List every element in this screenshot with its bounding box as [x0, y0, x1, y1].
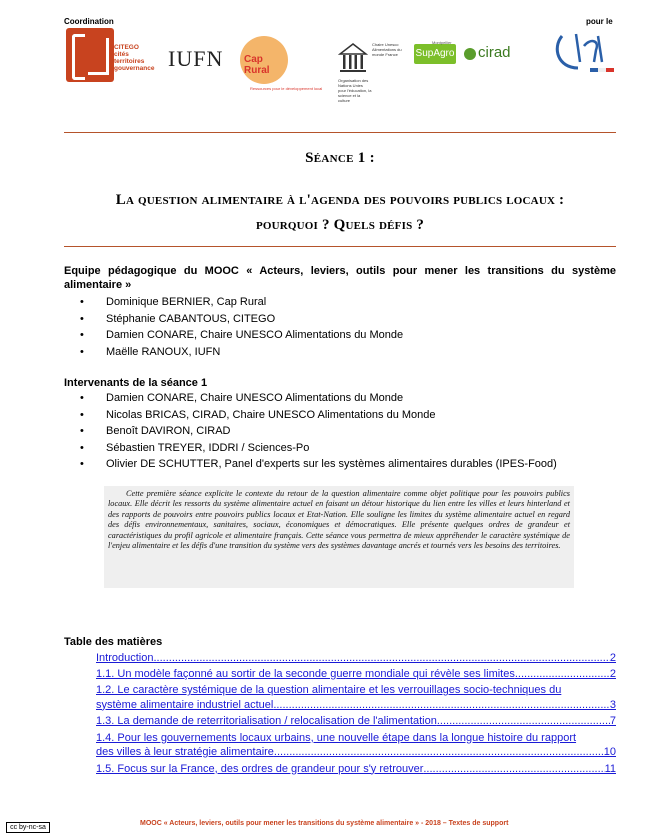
toc-entry-label-line1[interactable]: 1.4. Pour les gouvernements locaux urbains, une nouvelle étape dans la longue histoire du rapport [96, 731, 577, 744]
list-item: • Benoît DAVIRON, CIRAD [80, 423, 620, 440]
list-item: • Damien CONARE, Chaire UNESCO Alimentations du Monde [80, 327, 620, 344]
speakers-heading: Intervenants de la séance 1 [64, 377, 208, 389]
toc-entry-label[interactable]: 1.1. Un modèle façonné au sortir de la seconde guerre mondiale qui révèle ses limites [96, 667, 515, 680]
list-item: • Nicolas BRICAS, CIRAD, Chaire UNESCO Alimentations du Monde [80, 407, 620, 424]
session-subtitle [64, 188, 616, 238]
page-footer: MOOC « Acteurs, leviers, outils pour mener les transitions du système alimentaire » - 2018 – Textes de support [140, 820, 509, 827]
header-divider [64, 132, 616, 133]
toc-entry-label[interactable]: Introduction [96, 652, 154, 664]
toc-entry-label-line1[interactable]: 1.2. Le caractère systémique de la question alimentaire et les verrouillages socio-techniques du [96, 684, 562, 696]
toc-entry-label[interactable]: des villes à leur stratégie alimentaire [96, 746, 274, 758]
pour-le-label: pour le [586, 17, 613, 26]
toc-entry-label[interactable]: 1.3. La demande de reterritorialisation / relocalisation de l'alimentation [96, 715, 437, 727]
supagro-subtitle: Montpellier [432, 40, 452, 45]
cnfpt-logo-icon [550, 28, 616, 76]
session-subtitle-line2: pourquoi ? Quels défis ? [255, 217, 425, 233]
toc-page-number: 11 [604, 762, 616, 775]
list-item: • Damien CONARE, Chaire UNESCO Alimentations du Monde [80, 390, 620, 407]
session-abstract: Cette première séance explicite le contexte du retour de la question alimentaire comme objet politique pour les pouvoirs publics locaux. Elle décrit les ressorts du système alimentaire actuel en faisant un détour historique du lien entre les villes et leurs hinterland et des rapports de pouvoirs entre pouvoirs publics locaux et Etat-Nation. Elle souligne les limites du système alimentaire actuel en regard des défis environnementaux, sanitaires, sociaux, économiques et démocratiques. Elle présente quelques ordres de grandeur et caractéristiques du profil agricole et alimentaire français. Cette séance vous permettra de mieux appréhender le caractère systémique de l'enjeu alimentaire et les défis d'une transition du système vers des systèmes davantage ancrés et tournés vers les besoins des territoires. [104, 486, 574, 588]
cirad-dot-icon [464, 48, 476, 60]
coordination-label: Coordination [64, 17, 114, 26]
list-item: • Stéphanie CABANTOUS, CITEGO [80, 311, 620, 328]
toc-entry-1-3[interactable] [96, 714, 616, 729]
iufn-logo: IUFN [168, 46, 224, 71]
unesco-temple-icon [338, 42, 368, 76]
caprural-subtitle: Ressources pour le développement local [250, 86, 323, 91]
speakers-list [80, 390, 620, 473]
toc-page-number: 7 [609, 715, 616, 727]
toc-entry-1-1[interactable] [96, 667, 616, 682]
team-list [80, 294, 620, 360]
unesco-text: Organisation des Nations Unies pour l'éducation, la science et la culture [338, 78, 372, 103]
citego-logo [66, 28, 114, 82]
toc-entry-label[interactable]: système alimentaire industriel actuel [96, 698, 274, 711]
toc-page-number: 10 [603, 746, 616, 758]
toc-entry-1-5[interactable] [96, 762, 616, 777]
toc-entry-1-4[interactable] [96, 731, 616, 760]
supagro-logo: SupAgro [414, 44, 456, 64]
cirad-logo: cirad [478, 44, 511, 61]
session-title: Séance 1 : [305, 150, 375, 166]
toc-entry-introduction[interactable] [96, 651, 616, 666]
citego-logo-text: CITEGO cités territoires gouvernance [114, 44, 155, 72]
toc-page-number: 2 [609, 667, 616, 680]
list-item: • Olivier DE SCHUTTER, Panel d'experts sur les systèmes alimentaires durables (IPES-Food) [80, 456, 620, 473]
list-item: • Sébastien TREYER, IDDRI / Sciences-Po [80, 440, 620, 457]
title-divider [64, 246, 616, 247]
caprural-logo-text: Cap Rural [244, 54, 270, 76]
toc-title: Table des matières [64, 636, 163, 648]
toc-entry-1-2[interactable] [96, 683, 616, 712]
toc-entry-label[interactable]: 1.5. Focus sur la France, des ordres de grandeur pour s'y retrouver [96, 762, 424, 775]
list-item: • Maëlle RANOUX, IUFN [80, 344, 620, 361]
session-subtitle-line1: La question alimentaire à l'agenda des pouvoirs publics locaux : [115, 192, 565, 208]
creative-commons-badge: cc by-nc-sa [6, 822, 50, 833]
toc-page-number: 2 [609, 652, 616, 664]
team-heading: Equipe pédagogique du MOOC « Acteurs, leviers, outils pour mener les transitions du système alimentaire » [64, 265, 616, 291]
toc-page-number: 3 [609, 698, 616, 711]
table-of-contents [96, 651, 616, 776]
list-item: • Dominique BERNIER, Cap Rural [80, 294, 620, 311]
chaire-unesco-text: Chaire Unesco Alimentations du monde France [372, 42, 402, 57]
